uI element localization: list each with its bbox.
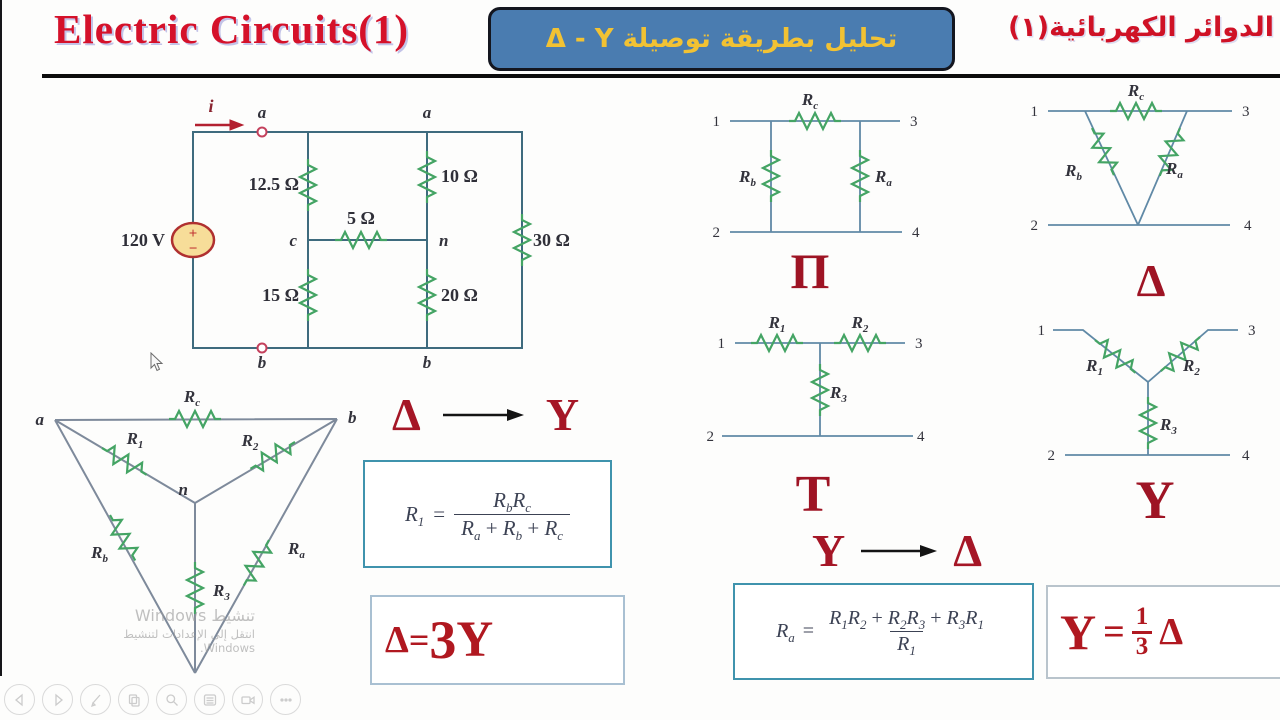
current-arrow-icon [195, 120, 243, 130]
f1-denominator: $R_a + R_b + R_c$ [454, 514, 570, 541]
terminal-dot-a [258, 128, 267, 137]
pi-terminal-4: 4 [912, 225, 920, 241]
t-terminal-3: 3 [915, 336, 923, 352]
t-wires [722, 343, 913, 436]
more-button[interactable] [270, 684, 301, 715]
player-toolbar [4, 684, 301, 715]
windows-activation-watermark [95, 606, 255, 655]
y13-denominator: 3 [1132, 631, 1153, 660]
d3y-delta: Δ [385, 619, 409, 661]
arrow-right-icon [859, 542, 939, 560]
next-arrow-icon [50, 692, 66, 708]
r10-label: 10 Ω [441, 166, 478, 186]
magnifier-icon [164, 692, 180, 708]
notes-button[interactable] [194, 684, 225, 715]
next-button[interactable] [42, 684, 73, 715]
r30-label: 30 Ω [533, 230, 570, 250]
y-terminal-1: 1 [1037, 323, 1045, 339]
d3y-coefficient: 3 [429, 610, 457, 670]
y-symbol-text: Y [545, 389, 580, 440]
course-title-arabic: الدوائر الكهربائية(١) [1007, 12, 1274, 43]
combined-r3-label: $R_3$ [213, 581, 230, 603]
y-terminal-3: 3 [1248, 323, 1256, 339]
f2-lhs: $R_a$ [776, 620, 795, 645]
pen-button[interactable] [80, 684, 111, 715]
pi-network-diagram [700, 90, 960, 305]
d3y-y: Y [456, 612, 494, 668]
y-r1-label: $R_1$ [1086, 356, 1103, 378]
r20-label: 20 Ω [441, 285, 478, 305]
combined-node-a: a [35, 410, 44, 429]
t-r2-label: $R_2$ [851, 313, 869, 335]
camera-button[interactable] [232, 684, 263, 715]
f1-numerator: $R_bR_c$ [493, 488, 532, 516]
pen-icon [88, 692, 104, 708]
delta-symbol: Δ [1136, 255, 1166, 306]
delta-to-y-formula [363, 460, 612, 568]
delta-terminal-4: 4 [1244, 218, 1252, 234]
topic-banner-text: تحليل بطريقة توصيلة Δ - Y [545, 24, 898, 54]
left-edge-line [0, 0, 2, 676]
combined-r1-label: $R_1$ [126, 429, 144, 451]
delta-terminal-3: 3 [1242, 104, 1250, 120]
y13-delta: Δ [1159, 611, 1184, 653]
y-to-delta-heading [812, 525, 983, 576]
y-r2-label: $R_2$ [1183, 356, 1200, 378]
f1-fraction [454, 487, 570, 541]
combined-rb-label: $R_b$ [91, 543, 108, 565]
t-r3-label: $R_3$ [830, 383, 847, 405]
y13-equals: = [1103, 611, 1125, 653]
pi-rb-label: $R_b$ [739, 167, 756, 189]
y-r3-label: $R_3$ [1160, 415, 1177, 437]
y-to-delta-formula [733, 583, 1034, 680]
r5-label: 5 Ω [347, 208, 375, 228]
combined-node-b: b [348, 408, 357, 427]
pi-symbol: Π [790, 243, 830, 299]
delta-network-diagram [1020, 80, 1280, 310]
delta-rb-label: $R_b$ [1065, 161, 1082, 183]
delta-symbol-text: Δ [953, 525, 983, 576]
y13-fraction [1132, 604, 1153, 660]
y13-numerator: 1 [1135, 603, 1149, 631]
copy-button[interactable] [118, 684, 149, 715]
node-a-left-label: a [257, 103, 267, 122]
pi-terminal-1: 1 [712, 114, 720, 130]
combined-rc-label: $R_c$ [183, 387, 201, 409]
r12-5-label: 12.5 Ω [248, 174, 299, 194]
y13-y: Y [1060, 604, 1097, 660]
pi-terminal-3: 3 [910, 114, 918, 130]
combined-node-n: n [178, 480, 188, 499]
source-label: 120 V [120, 230, 165, 250]
topic-banner [488, 7, 955, 71]
y-terminal-4: 4 [1242, 448, 1250, 464]
f1-lhs: $R_1$ [404, 501, 425, 529]
list-icon [202, 692, 218, 708]
node-a-right-label: a [422, 103, 432, 122]
main-circuit-diagram [95, 85, 580, 377]
y-wires [1053, 330, 1238, 455]
f2-fraction [822, 606, 991, 657]
node-b-right-label: b [422, 353, 432, 372]
t-network-diagram [700, 305, 960, 517]
camera-icon [240, 692, 256, 708]
mouse-cursor [150, 352, 164, 372]
search-button[interactable] [156, 684, 187, 715]
delta-rc-label: $R_c$ [1127, 81, 1145, 103]
current-label: i [208, 96, 214, 116]
delta-equals-3y-box [370, 595, 625, 685]
resistors [300, 151, 530, 321]
f2-denominator: $R_1$ [890, 631, 923, 657]
delta-ra-label: $R_a$ [1166, 159, 1183, 181]
f2-numerator: $R_1R_2 + R_2R_3 + R_3R_1$ [829, 607, 984, 632]
y-symbol: Y [1135, 470, 1175, 520]
voltage-source-icon [172, 223, 214, 257]
node-c-label: c [289, 231, 297, 250]
delta-symbol-text: Δ [392, 389, 421, 440]
t-terminal-4: 4 [917, 429, 925, 445]
node-n-label: n [439, 231, 449, 250]
d3y-equals: = [408, 620, 430, 660]
y-symbol-text: Y [812, 525, 846, 576]
watermark-line1: تنشيط Windows [134, 606, 255, 625]
pi-terminal-2: 2 [712, 225, 720, 241]
watermark-line2: انتقل إلى الإعدادات لتنشيط Windows. [123, 627, 255, 655]
t-terminal-1: 1 [717, 336, 725, 352]
plus-sign: + [188, 226, 198, 242]
r15-label: 15 Ω [262, 285, 299, 305]
delta-terminal-1: 1 [1030, 104, 1038, 120]
ellipsis-icon [278, 692, 294, 708]
t-r1-label: $R_1$ [768, 313, 786, 335]
previous-arrow-icon [12, 692, 28, 708]
y-terminal-2: 2 [1047, 448, 1055, 464]
terminal-dot-b [258, 344, 267, 353]
delta-terminal-2: 2 [1030, 218, 1038, 234]
y-network-diagram [1020, 305, 1280, 520]
t-symbol: T [795, 466, 831, 517]
pi-ra-label: $R_a$ [875, 167, 892, 189]
minus-sign: − [188, 241, 198, 257]
f1-equals: = [433, 501, 446, 526]
combined-r2-label: $R_2$ [241, 431, 259, 453]
copy-icon [126, 692, 142, 708]
combined-ra-label: $R_a$ [288, 539, 305, 561]
header-divider [42, 74, 1280, 78]
y-equals-third-delta-box [1046, 585, 1280, 679]
pi-rc-label: $R_c$ [801, 90, 819, 112]
arrow-right-icon [441, 406, 526, 424]
node-b-left-label: b [257, 353, 267, 372]
t-terminal-2: 2 [706, 429, 714, 445]
previous-button[interactable] [4, 684, 35, 715]
f2-equals: = [802, 620, 815, 642]
page-title: Electric Circuits(1) [54, 6, 410, 52]
delta-to-y-heading [392, 389, 580, 440]
